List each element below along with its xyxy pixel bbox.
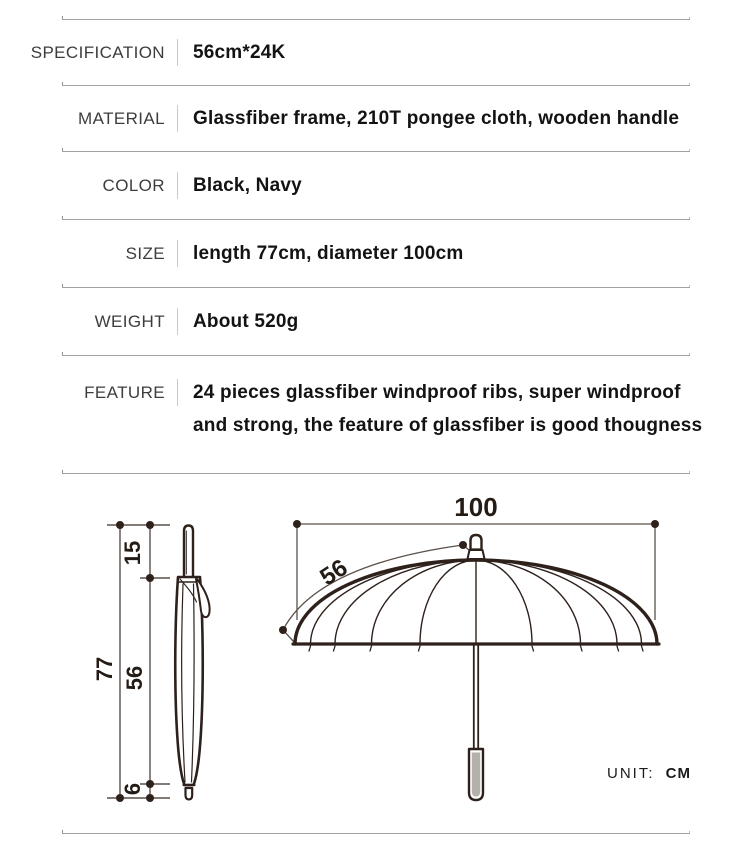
column-divider bbox=[177, 308, 178, 335]
row-label: SPECIFICATION bbox=[30, 43, 165, 62]
row-value: Glassfiber frame, 210T pongee cloth, wooden handle bbox=[193, 108, 680, 129]
unit-label: UNIT: bbox=[607, 765, 655, 782]
column-divider bbox=[177, 240, 178, 267]
dim-diameter: 100 bbox=[454, 492, 498, 522]
dimension-diagram bbox=[0, 488, 750, 820]
table-row bbox=[0, 152, 750, 219]
divider-line bbox=[62, 219, 690, 220]
unit-value: CM bbox=[665, 765, 691, 782]
dim-top-segment: 15 bbox=[119, 540, 145, 566]
divider-line bbox=[62, 151, 690, 152]
row-value: Black, Navy bbox=[193, 175, 302, 196]
closed-umbrella-drawing bbox=[175, 526, 209, 800]
dim-bottom-segment: 6 bbox=[119, 782, 145, 796]
table-row bbox=[0, 220, 750, 287]
unit-note bbox=[607, 765, 691, 782]
row-value-line: and strong, the feature of glassfiber is good thougness bbox=[193, 415, 703, 436]
row-label: SIZE bbox=[125, 244, 165, 263]
row-label: MATERIAL bbox=[78, 109, 165, 128]
column-divider bbox=[177, 172, 178, 199]
row-value: About 520g bbox=[193, 311, 299, 332]
dim-rib-length: 56 bbox=[315, 554, 353, 592]
table-row bbox=[0, 20, 750, 85]
row-label: FEATURE bbox=[84, 383, 165, 402]
table-row bbox=[0, 288, 750, 355]
row-value: length 77cm, diameter 100cm bbox=[193, 243, 464, 264]
divider-line bbox=[62, 287, 690, 288]
divider-line bbox=[62, 85, 690, 86]
table-row bbox=[0, 86, 750, 151]
divider-line bbox=[62, 833, 690, 834]
row-label: WEIGHT bbox=[94, 312, 165, 331]
column-divider bbox=[177, 105, 178, 132]
dim-total-length: 77 bbox=[91, 656, 117, 682]
column-divider bbox=[177, 39, 178, 66]
row-label: COLOR bbox=[102, 176, 165, 195]
row-value: 56cm*24K bbox=[193, 42, 286, 63]
divider-line bbox=[62, 473, 690, 474]
row-value bbox=[178, 376, 702, 442]
table-row bbox=[0, 356, 750, 473]
dim-middle-segment: 56 bbox=[121, 665, 147, 691]
divider-line bbox=[62, 19, 690, 20]
divider-line bbox=[62, 355, 690, 356]
row-value-line: 24 pieces glassfiber windproof ribs, super windproof bbox=[193, 382, 681, 403]
